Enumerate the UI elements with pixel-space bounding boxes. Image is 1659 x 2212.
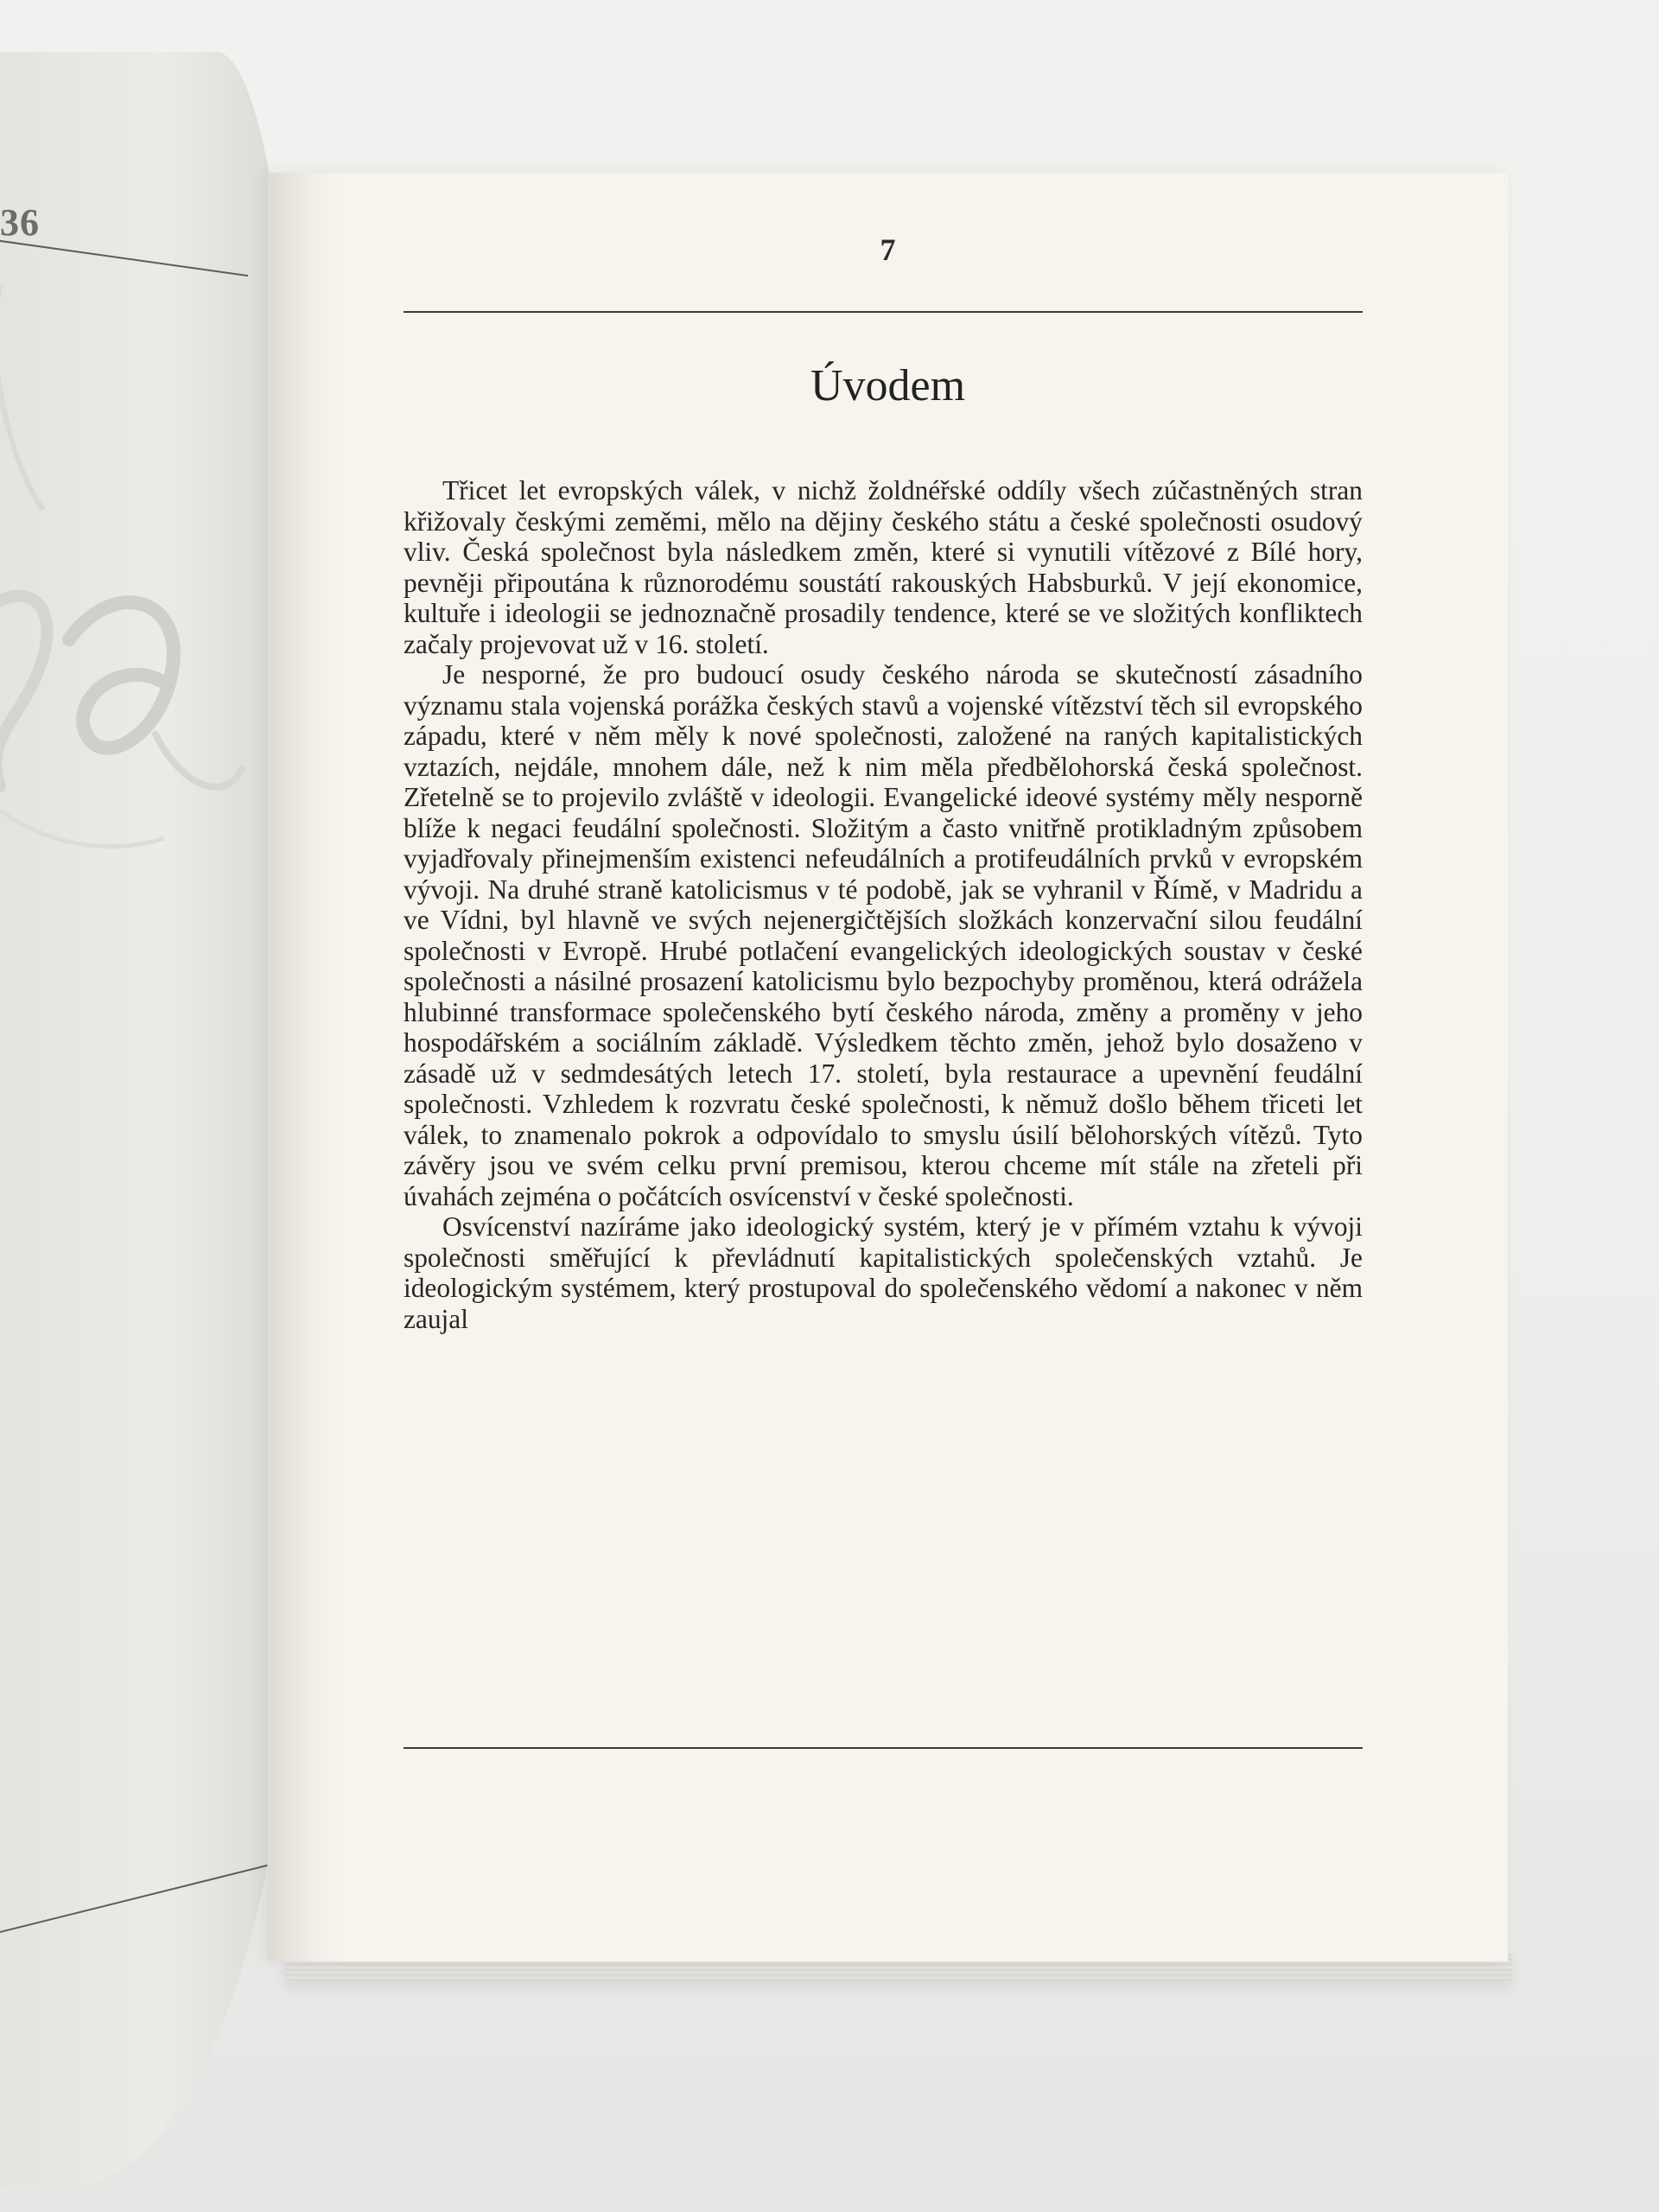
paragraph-3: Osvícenství nazíráme jako ideologický systém, který je v přímém vztahu k vývoji společnosti směřující k převládnutí kapitalistických společenských vztahů. Je ideologickým systémem, který prostupoval do společenského vědomí a nakonec v něm zaujal — [404, 1211, 1363, 1334]
paragraph-2: Je nesporné, že pro budoucí osudy českého národa se skutečností zásadního významu stala vojenská porážka českých stavů a vojenské vítězství těch sil evropského západu, které v něm měly k nové společnosti, založené na raných kapitalistických vztazích, nejdále, mnohem dále, než k nim měla předbělohorská česká společnost. Zřetelně se to projevilo zvláště v ideologii. Evangelické ideové systémy měly nesporně blíže k negaci feudální společnosti. Složitým a často vnitřně protikladným způsobem vyjadřovaly přinejmenším existenci nefeudálních a protifeudálních prvků v evropském vývoji. Na druhé straně katolicismus v té podobě, jak se vyhranil v Římě, v Madridu a ve Vídni, byl hlavně ve svých nejenergičtějších složkách konzervační silou feudální společnosti v Evropě. Hrubé potlačení evangelických ideologických soustav v české společnosti a násilné prosazení katolicismu bylo bezpochyby proměnou, která odrážela hlubinné transformace společenského bytí českého národa, změny a proměny v jeho hospodářském a sociálním základě. Výsledkem těchto změn, jehož bylo dosaženo v zásadě už v sedmdesátých letech 17. století, byla restaurace a upevnění feudální společnosti. Vzhledem k rozvratu české společnosti, k němuž došlo během třiceti let válek, to znamenalo pokrok a odpovídalo to smyslu úsilí bělohorských vítězů. Tyto závěry jsou ve svém celku první premisou, kterou chceme mít stále na zřeteli při úvahách zejména o počátcích osvícenství v české společnosti. — [404, 659, 1363, 1211]
previous-page — [0, 52, 294, 2186]
body-text — [404, 475, 1363, 1334]
page-number: 7 — [880, 232, 896, 267]
chapter-title: Úvodem — [810, 360, 966, 410]
header-rule — [404, 311, 1363, 313]
previous-page-number: 36 — [0, 201, 40, 244]
gutter-shadow — [268, 173, 346, 1961]
paragraph-1: Třicet let evropských válek, v nichž žoldnéřské oddíly všech zúčastněných stran křižovaly českými zeměmi, mělo na dějiny českého státu a české společnosti osudový vliv. Česká společnost byla následkem změn, které si vynutili vítězové z Bílé hory, pevněji připoutána k různorodému soustátí rakouských Habsburků. V její ekonomice, kultuře i ideologii se jednoznačně prosadily tendence, které se ve složitých konfliktech začaly projevovat už v 16. století. — [404, 475, 1363, 659]
previous-page-footer-rule — [0, 1865, 268, 1937]
footer-rule — [404, 1747, 1363, 1749]
script-flourish-icon — [0, 251, 251, 873]
current-page — [268, 173, 1508, 1961]
